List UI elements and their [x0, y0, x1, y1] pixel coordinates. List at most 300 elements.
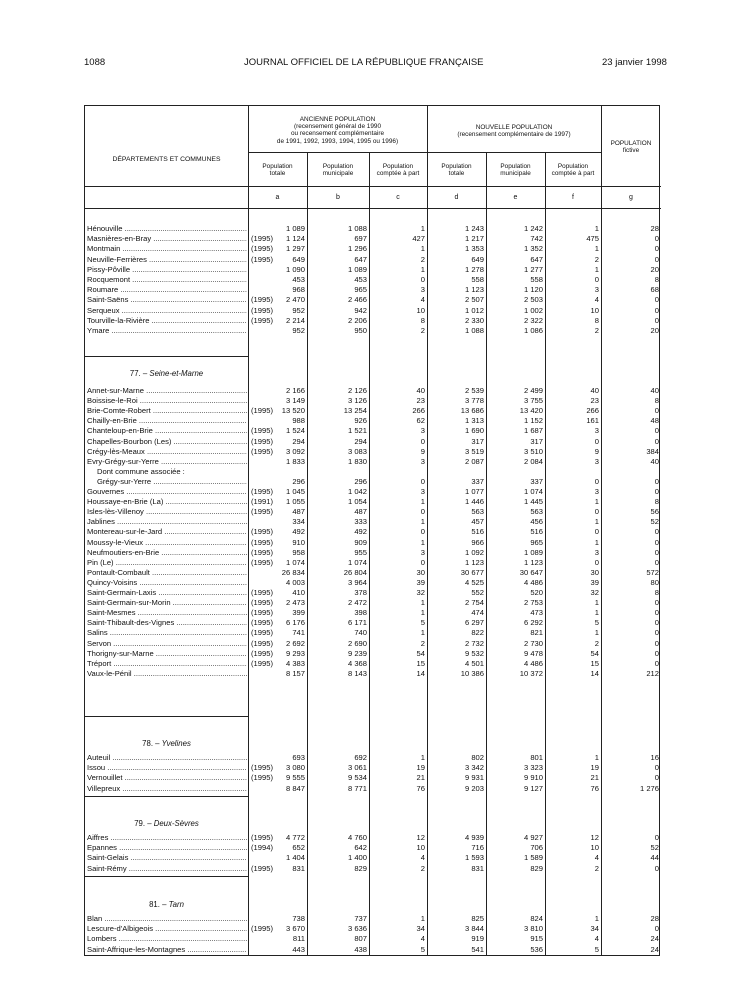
cell-d: 1 123: [464, 557, 484, 567]
table-row: [85, 934, 661, 944]
table-row: [85, 833, 661, 843]
department-number: 79. –: [134, 819, 154, 828]
cell-b: 1 054: [347, 497, 367, 507]
cell-c: 0: [420, 557, 425, 567]
cell-d: 716: [471, 843, 484, 853]
cell-e: 965: [530, 537, 543, 547]
census-year: (1995): [251, 658, 273, 668]
cell-g: 0: [654, 537, 659, 547]
cell-d: 10 386: [460, 668, 484, 678]
department-name: Tarn: [168, 900, 184, 909]
cell-g: 0: [654, 476, 659, 486]
col-letter-d: d: [454, 194, 459, 201]
cell-f: 1: [594, 914, 599, 923]
cell-a: 988: [292, 416, 305, 426]
cell-e: 824: [530, 914, 543, 923]
cell-d: 831: [471, 863, 484, 873]
cell-d: 30 677: [460, 567, 484, 577]
cell-d: 1 593: [464, 853, 484, 863]
cell-e: 337: [530, 476, 543, 486]
cell-g: 20: [650, 326, 659, 335]
commune-name: Masnières-en-Bray .....: [87, 234, 247, 244]
table-row: [85, 497, 661, 507]
cell-e: 2 730: [523, 638, 543, 648]
cell-b: 13 254: [343, 406, 367, 416]
cell-b: 1 521: [347, 426, 367, 436]
cell-b: 1 296: [347, 244, 367, 254]
cell-b: 3 083: [347, 446, 367, 456]
cell-d: 563: [471, 507, 484, 517]
cell-f: 1: [594, 537, 599, 547]
table-row: [85, 608, 661, 618]
cell-b: 2 466: [347, 295, 367, 305]
cell-g: 0: [654, 628, 659, 638]
cell-c: 2: [420, 863, 425, 873]
table-row: [85, 945, 661, 955]
table-row: [85, 396, 661, 406]
cell-g: 0: [654, 863, 659, 873]
cell-f: 8: [594, 315, 599, 325]
cell-a: 410: [292, 588, 305, 597]
department-number: 77. –: [129, 369, 150, 378]
cell-g: 68: [650, 285, 659, 295]
table-row: [85, 548, 661, 558]
cell-e: 9 127: [523, 783, 543, 793]
cell-a: 26 834: [281, 567, 305, 577]
cell-e: 3 755: [523, 396, 543, 406]
cell-e: 520: [530, 588, 543, 597]
cell-f: 0: [594, 436, 599, 446]
department-heading: [85, 819, 248, 828]
cell-c: 0: [420, 527, 425, 537]
cell-a: 3 149: [285, 396, 305, 406]
table-row: [85, 628, 661, 638]
cell-b: 8 143: [347, 668, 367, 678]
cell-c: 12: [416, 833, 425, 842]
cell-c: 1: [420, 608, 425, 618]
cell-a: 968: [292, 285, 305, 295]
census-year: (1995): [251, 618, 273, 628]
commune-name: Saint-Germain-sur-Morin .....: [87, 598, 247, 608]
cell-c: 15: [416, 658, 425, 668]
cell-b: 926: [354, 416, 367, 426]
cell-g: 0: [654, 598, 659, 608]
cell-c: 9: [420, 446, 425, 456]
cell-b: 453: [354, 275, 367, 284]
cell-a: 2 214: [285, 315, 305, 325]
cell-e: 2 084: [523, 456, 543, 466]
cell-c: 0: [420, 476, 425, 486]
cell-f: 0: [594, 476, 599, 486]
table-row: [85, 598, 661, 608]
cell-e: 3 323: [523, 763, 543, 773]
cell-d: 2 087: [464, 456, 484, 466]
cell-e: 536: [530, 944, 543, 954]
table-row: [85, 224, 661, 234]
cell-f: 2: [594, 254, 599, 264]
cell-c: 5: [420, 944, 425, 954]
cell-g: 0: [654, 618, 659, 628]
cell-f: 1: [594, 244, 599, 254]
table-row: [85, 669, 661, 679]
cell-a: 9 293: [285, 648, 305, 658]
cell-a: 649: [292, 254, 305, 264]
cell-b: 737: [354, 914, 367, 923]
cell-d: 3 519: [464, 446, 484, 456]
cell-f: 3: [594, 456, 599, 466]
table-row: [85, 649, 661, 659]
cell-c: 3: [420, 547, 425, 557]
cell-e: 1 445: [523, 497, 543, 507]
census-year: (1995): [251, 406, 273, 416]
commune-name: Montereau-sur-le-Jard .....: [87, 527, 247, 537]
cell-f: 1: [594, 628, 599, 638]
cell-f: 10: [590, 843, 599, 853]
census-year: (1995): [251, 608, 273, 618]
cell-d: 802: [471, 753, 484, 762]
cell-c: 1: [420, 264, 425, 274]
cell-g: 0: [654, 254, 659, 264]
commune-name: Dont commune associée :: [97, 466, 185, 476]
table-row: [85, 517, 661, 527]
cell-e: 558: [530, 275, 543, 284]
cell-d: 2 330: [464, 315, 484, 325]
cell-d: 2 732: [464, 638, 484, 648]
census-year: (1995): [251, 254, 273, 264]
census-year: (1995): [251, 557, 273, 567]
commune-name: Boissise-le-Roi .....: [87, 396, 247, 406]
cell-b: 3 964: [347, 577, 367, 587]
cell-f: 12: [590, 833, 599, 842]
cell-b: 2 206: [347, 315, 367, 325]
cell-g: 0: [654, 763, 659, 773]
cell-d: 2 539: [464, 386, 484, 395]
cell-g: 0: [654, 924, 659, 934]
cell-g: 0: [654, 426, 659, 436]
cell-f: 2: [594, 638, 599, 648]
commune-name: Neufmoutiers-en-Brie .....: [87, 548, 247, 558]
cell-a: 1 524: [285, 426, 305, 436]
commune-name: Servon .....: [87, 639, 247, 649]
cell-e: 2 322: [523, 315, 543, 325]
census-year: (1995): [251, 244, 273, 254]
cell-c: 32: [416, 588, 425, 597]
cell-e: 13 420: [519, 406, 543, 416]
cell-g: 0: [654, 638, 659, 648]
cell-b: 2 472: [347, 598, 367, 608]
cell-c: 39: [416, 577, 425, 587]
cell-b: 3 061: [347, 763, 367, 773]
commune-name: Thorigny-sur-Marne .....: [87, 649, 247, 659]
cell-g: 212: [646, 668, 659, 678]
cell-a: 693: [292, 753, 305, 762]
cell-e: 30 647: [519, 567, 543, 577]
cell-a: 453: [292, 275, 305, 284]
cell-g: 44: [650, 853, 659, 863]
commune-name: Serqueux .....: [87, 306, 247, 316]
cell-f: 0: [594, 507, 599, 517]
census-year: (1995): [251, 527, 273, 537]
issue-date: 23 janvier 1998: [602, 57, 667, 68]
page-number: 1088: [84, 57, 106, 68]
cell-f: 1: [594, 517, 599, 527]
table-row: [85, 467, 661, 477]
cell-f: 23: [590, 396, 599, 406]
cell-a: 13 520: [281, 406, 305, 416]
cell-b: 378: [354, 588, 367, 597]
commune-name: Vaux-le-Pénil .....: [87, 669, 247, 679]
cell-f: 4: [594, 934, 599, 944]
population-table: [84, 105, 660, 956]
cell-d: 1 353: [464, 244, 484, 254]
col-f-header: Population comptée à part: [551, 163, 595, 178]
cell-a: 952: [292, 326, 305, 335]
cell-c: 23: [416, 396, 425, 406]
cell-d: 1 012: [464, 305, 484, 315]
table-row: [85, 568, 661, 578]
cell-e: 9 910: [523, 773, 543, 783]
cell-c: 40: [416, 386, 425, 395]
department-heading: [85, 900, 248, 909]
commune-name: Tréport .....: [87, 659, 247, 669]
cell-f: 4: [594, 295, 599, 305]
cell-d: 2 754: [464, 598, 484, 608]
cell-g: 28: [650, 224, 659, 233]
commune-name: Saint-Affrique-les-Montagnes .....: [87, 945, 247, 955]
cell-e: 4 927: [523, 833, 543, 842]
cell-g: 0: [654, 487, 659, 496]
cell-f: 14: [590, 668, 599, 678]
cell-a: 6 176: [285, 618, 305, 628]
cell-b: 697: [354, 234, 367, 244]
cell-a: 1 055: [285, 497, 305, 507]
cell-d: 1 446: [464, 497, 484, 507]
cell-e: 317: [530, 436, 543, 446]
cell-a: 2 473: [285, 598, 305, 608]
cell-g: 0: [654, 244, 659, 254]
cell-b: 1 830: [347, 456, 367, 466]
commune-name: Roumare .....: [87, 285, 247, 295]
cell-c: 3: [420, 456, 425, 466]
cell-a: 1 074: [285, 557, 305, 567]
ancienne-population-header: ANCIENNE POPULATION (recensement général de 1990 ou recensement complémentaire de 1991, 1992, 1993, 1994, 1995 ou 1996): [276, 116, 399, 145]
cell-g: 0: [654, 406, 659, 416]
cell-e: 2 753: [523, 598, 543, 608]
cell-b: 642: [354, 843, 367, 853]
commune-name: Jablines .....: [87, 517, 247, 527]
cell-e: 915: [530, 934, 543, 944]
commune-name: Pissy-Pôville .....: [87, 265, 247, 275]
census-year: (1995): [251, 295, 273, 305]
commune-name: Epannes .....: [87, 843, 247, 853]
cell-e: 1 352: [523, 244, 543, 254]
commune-name: Auteuil .....: [87, 753, 247, 763]
cell-g: 1 276: [639, 783, 659, 793]
cell-e: 1 120: [523, 285, 543, 295]
table-row: [85, 618, 661, 628]
cell-c: 2: [420, 254, 425, 264]
cell-f: 1: [594, 598, 599, 608]
cell-b: 26 804: [343, 567, 367, 577]
commune-name: Moussy-le-Vieux .....: [87, 538, 247, 548]
cell-e: 1 089: [523, 547, 543, 557]
commune-name: Brie-Comte-Robert .....: [87, 406, 247, 416]
cell-c: 2: [420, 638, 425, 648]
cell-a: 958: [292, 547, 305, 557]
cell-g: 40: [650, 456, 659, 466]
cell-c: 10: [416, 843, 425, 853]
cell-g: 0: [654, 436, 659, 446]
cell-d: 1 123: [464, 285, 484, 295]
census-year: (1995): [251, 628, 273, 638]
cell-f: 3: [594, 426, 599, 436]
commune-name: Chapelles-Bourbon (Les) .....: [87, 437, 247, 447]
cell-c: 427: [412, 234, 425, 244]
cell-f: 39: [590, 577, 599, 587]
cell-d: 516: [471, 527, 484, 537]
table-row: [85, 477, 661, 487]
cell-f: 2: [594, 326, 599, 335]
cell-c: 3: [420, 285, 425, 295]
cell-c: 3: [420, 487, 425, 496]
commune-name: Gouvernes .....: [87, 487, 247, 497]
nouvelle-population-header: NOUVELLE POPULATION (recensement complémentaire de 1997): [457, 124, 571, 139]
cell-a: 738: [292, 914, 305, 923]
cell-a: 1 090: [285, 264, 305, 274]
cell-f: 161: [586, 416, 599, 426]
cell-a: 9 555: [285, 773, 305, 783]
cell-b: 4 760: [347, 833, 367, 842]
commune-name: Annet-sur-Marne .....: [87, 386, 247, 396]
cell-c: 1: [420, 537, 425, 547]
commune-name: Neuville-Ferrières .....: [87, 255, 247, 265]
cell-b: 296: [354, 476, 367, 486]
table-row: [85, 386, 661, 396]
cell-d: 822: [471, 628, 484, 638]
cell-f: 1: [594, 608, 599, 618]
commune-name: Rocquemont .....: [87, 275, 247, 285]
commune-name: Issou .....: [87, 763, 247, 773]
cell-b: 647: [354, 254, 367, 264]
cell-a: 741: [292, 628, 305, 638]
commune-name: Villepreux .....: [87, 784, 247, 794]
cell-e: 563: [530, 507, 543, 517]
cell-a: 3 080: [285, 763, 305, 773]
cell-d: 4 525: [464, 577, 484, 587]
table-row: [85, 924, 661, 934]
table-row: [85, 437, 661, 447]
cell-c: 19: [416, 763, 425, 773]
cell-c: 1: [420, 628, 425, 638]
cell-f: 0: [594, 275, 599, 284]
cell-g: 572: [646, 567, 659, 577]
table-row: [85, 326, 661, 336]
cell-d: 966: [471, 537, 484, 547]
cell-c: 266: [412, 406, 425, 416]
census-year: (1995): [251, 763, 273, 773]
table-row: [85, 426, 661, 436]
cell-g: 56: [650, 507, 659, 517]
commune-name: Evry-Grégy-sur-Yerre .....: [87, 457, 247, 467]
cell-d: 4 501: [464, 658, 484, 668]
cell-f: 15: [590, 658, 599, 668]
cell-g: 8: [654, 396, 659, 406]
table-row: [85, 275, 661, 285]
cell-e: 3 810: [523, 924, 543, 934]
table-row: [85, 763, 661, 773]
cell-c: 1: [420, 753, 425, 762]
cell-b: 1 089: [347, 264, 367, 274]
cell-g: 24: [650, 934, 659, 944]
table-row: [85, 295, 661, 305]
cell-g: 8: [654, 497, 659, 507]
cell-f: 32: [590, 588, 599, 597]
table-row: [85, 244, 661, 254]
department-name: Deux-Sèvres: [153, 819, 199, 828]
commune-name: Blan .....: [87, 914, 247, 924]
commune-name: Montmain .....: [87, 244, 247, 254]
cell-c: 3: [420, 426, 425, 436]
cell-c: 76: [416, 783, 425, 793]
cell-f: 34: [590, 924, 599, 934]
department-number: 81. –: [149, 900, 169, 909]
commune-name: Vernouillet .....: [87, 773, 247, 783]
cell-b: 1 088: [347, 224, 367, 233]
census-year: (1995): [251, 547, 273, 557]
cell-b: 492: [354, 527, 367, 537]
cell-g: 0: [654, 315, 659, 325]
table-row: [85, 659, 661, 669]
cell-a: 3 670: [285, 924, 305, 934]
cell-a: 2 692: [285, 638, 305, 648]
cell-f: 30: [590, 567, 599, 577]
cell-d: 2 507: [464, 295, 484, 305]
cell-a: 811: [292, 934, 305, 944]
commune-name: Hénouville .....: [87, 224, 247, 234]
census-year: (1995): [251, 426, 273, 436]
cell-e: 1 242: [523, 224, 543, 233]
col-c-header: Population comptée à part: [376, 163, 420, 178]
cell-e: 2 499: [523, 386, 543, 395]
commune-name: Houssaye-en-Brie (La) .....: [87, 497, 247, 507]
cell-c: 0: [420, 507, 425, 517]
department-heading: [85, 369, 248, 378]
cell-b: 955: [354, 547, 367, 557]
cell-g: 0: [654, 658, 659, 668]
commune-name: Saint-Thibault-des-Vignes .....: [87, 618, 247, 628]
cell-f: 5: [594, 618, 599, 628]
cell-a: 399: [292, 608, 305, 618]
cell-g: 384: [646, 446, 659, 456]
commune-name: Lescure-d'Albigeois .....: [87, 924, 247, 934]
department-number: 78. –: [142, 739, 162, 748]
cell-c: 4: [420, 295, 425, 305]
cell-g: 40: [650, 386, 659, 395]
census-year: (1995): [251, 638, 273, 648]
cell-g: 0: [654, 608, 659, 618]
cell-a: 831: [292, 863, 305, 873]
cell-d: 1 092: [464, 547, 484, 557]
department-heading: [85, 739, 248, 748]
cell-e: 516: [530, 527, 543, 537]
table-row: [85, 753, 661, 763]
cell-a: 492: [292, 527, 305, 537]
cell-b: 333: [354, 517, 367, 527]
cell-b: 9 239: [347, 648, 367, 658]
table-row: [85, 265, 661, 275]
cell-e: 801: [530, 753, 543, 762]
cell-c: 0: [420, 275, 425, 284]
